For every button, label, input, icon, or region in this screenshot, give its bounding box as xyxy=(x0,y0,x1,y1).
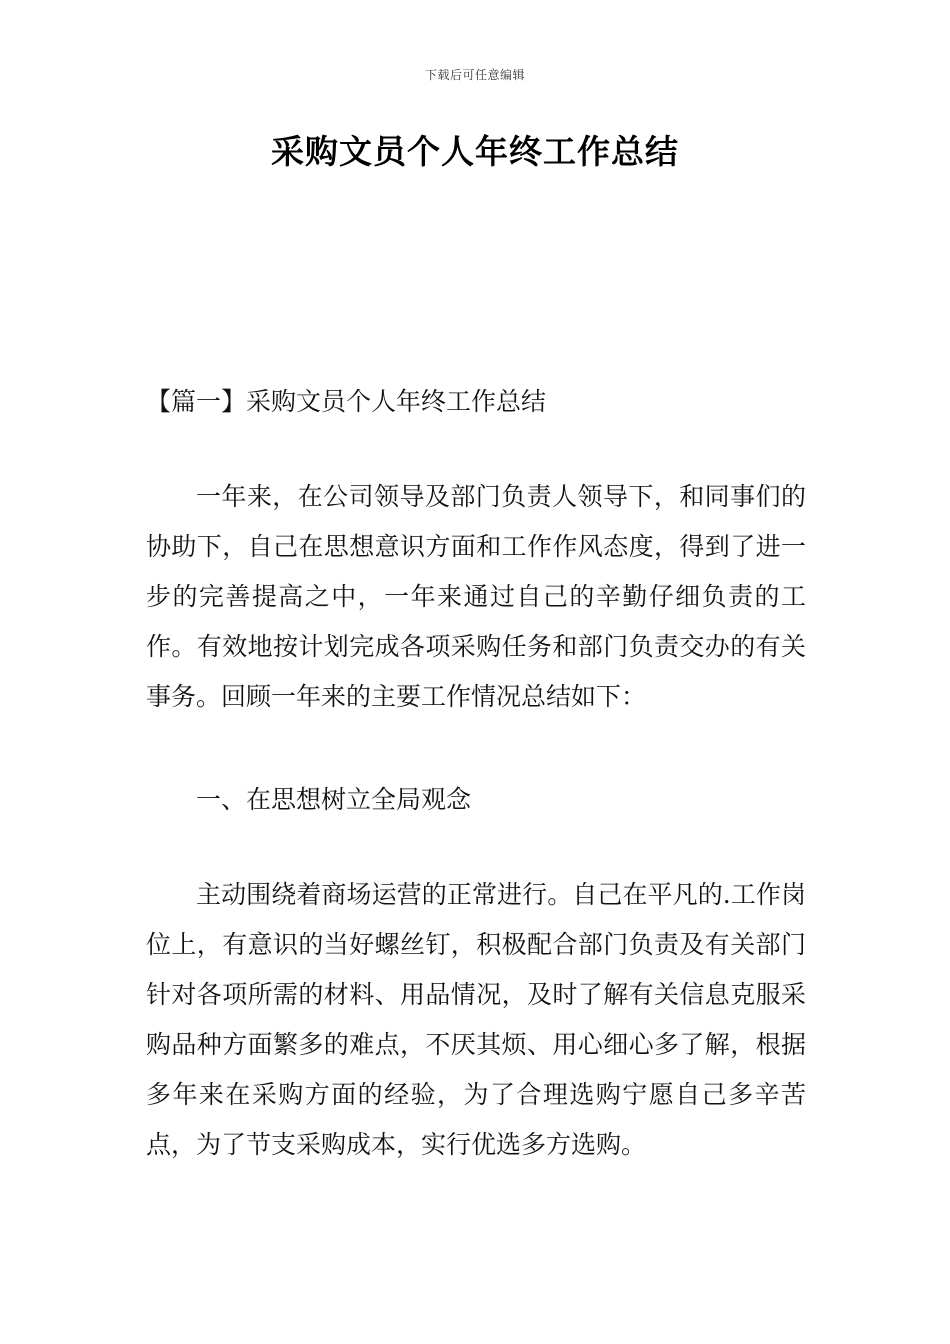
header-note: 下载后可任意编辑 xyxy=(424,68,525,82)
paragraph-body: 主动围绕着商场运营的正常进行。自己在平凡的.工作岗位上，有意识的当好螺丝钉，积极配合部门负责及有关部门针对各项所需的材料、用品情况，及时了解有关信息克服采购品种方面繁多的难点，不厌其烦、用心细心多了解，根据多年来在采购方面的经验，为了合理选购宁愿自己多辛苦点，为了节支采购成本，实行优选多方选购。 xyxy=(146,880,806,1159)
subheading-1: 一、在思想树立全局观念 xyxy=(196,785,472,814)
document-title: 采购文员个人年终工作总结 xyxy=(271,132,679,171)
paragraph-intro: 一年来，在公司领导及部门负责人领导下，和同事们的协助下，自己在思想意识方面和工作作风态度，得到了进一步的完善提高之中，一年来通过自己的辛勤仔细负责的工作。有效地按计划完成各项采购任务和部门负责交办的有关事务。回顾一年来的主要工作情况总结如下： xyxy=(146,482,806,711)
section-title: 【篇一】采购文员个人年终工作总结 xyxy=(146,387,547,416)
